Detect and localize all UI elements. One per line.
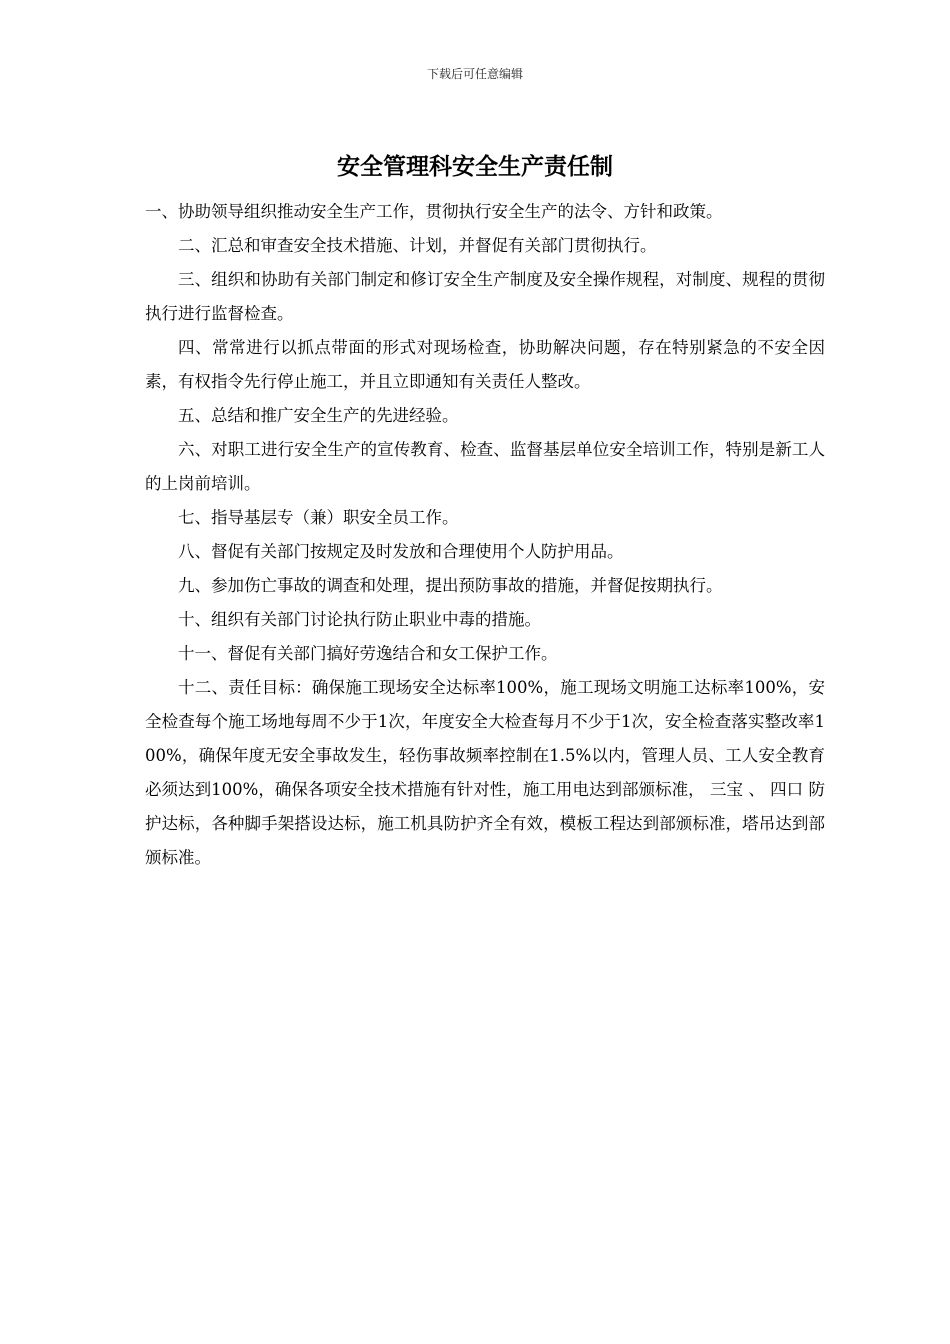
paragraph-5: 五、总结和推广安全生产的先进经验。	[178, 406, 459, 425]
header-note: 下载后可任意编辑	[426, 67, 523, 81]
paragraph-1: 一、协助领导组织推动安全生产工作，贯彻执行安全生产的法令、方针和政策。	[145, 202, 723, 221]
paragraph-3: 三、组织和协助有关部门制定和修订安全生产制度及安全操作规程，对制度、规程的贯彻执行进行监督检查。	[145, 270, 825, 323]
paragraph-11: 十一、督促有关部门搞好劳逸结合和女工保护工作。	[178, 644, 558, 663]
paragraph-7: 七、指导基层专（兼）职安全员工作。	[178, 508, 459, 527]
document-body	[145, 195, 825, 875]
paragraph-10: 十、组织有关部门讨论执行防止职业中毒的措施。	[178, 610, 541, 629]
paragraph-2: 二、汇总和审查安全技术措施、计划，并督促有关部门贯彻执行。	[178, 236, 657, 255]
paragraph-8: 八、督促有关部门按规定及时发放和合理使用个人防护用品。	[178, 542, 624, 561]
paragraph-4: 四、常常进行以抓点带面的形式对现场检查，协助解决问题，存在特别紧急的不安全因素，有权指令先行停止施工，并且立即通知有关责任人整改。	[145, 338, 825, 391]
document-title: 安全管理科安全生产责任制	[337, 153, 613, 180]
paragraph-12: 十二、责任目标：确保施工现场安全达标率100%，施工现场文明施工达标率100%，安全检查每个施工场地每周不少于1次，年度安全大检查每月不少于1次，安全检查落实整改率100%，确保年度无安全事故发生，轻伤事故频率控制在1.5%以内，管理人员、工人安全教育必须达到100%，确保各项安全技术措施有针对性，施工用电达到部颁标准， 三宝 、 四口 防护达标，各种脚手架搭设达标，施工机具防护齐全有效，模板工程达到部颁标准，塔吊达到部颁标准。	[145, 678, 825, 867]
paragraph-9: 九、参加伤亡事故的调查和处理，提出预防事故的措施，并督促按期执行。	[178, 576, 723, 595]
paragraph-6: 六、对职工进行安全生产的宣传教育、检查、监督基层单位安全培训工作，特别是新工人的上岗前培训。	[145, 440, 825, 493]
